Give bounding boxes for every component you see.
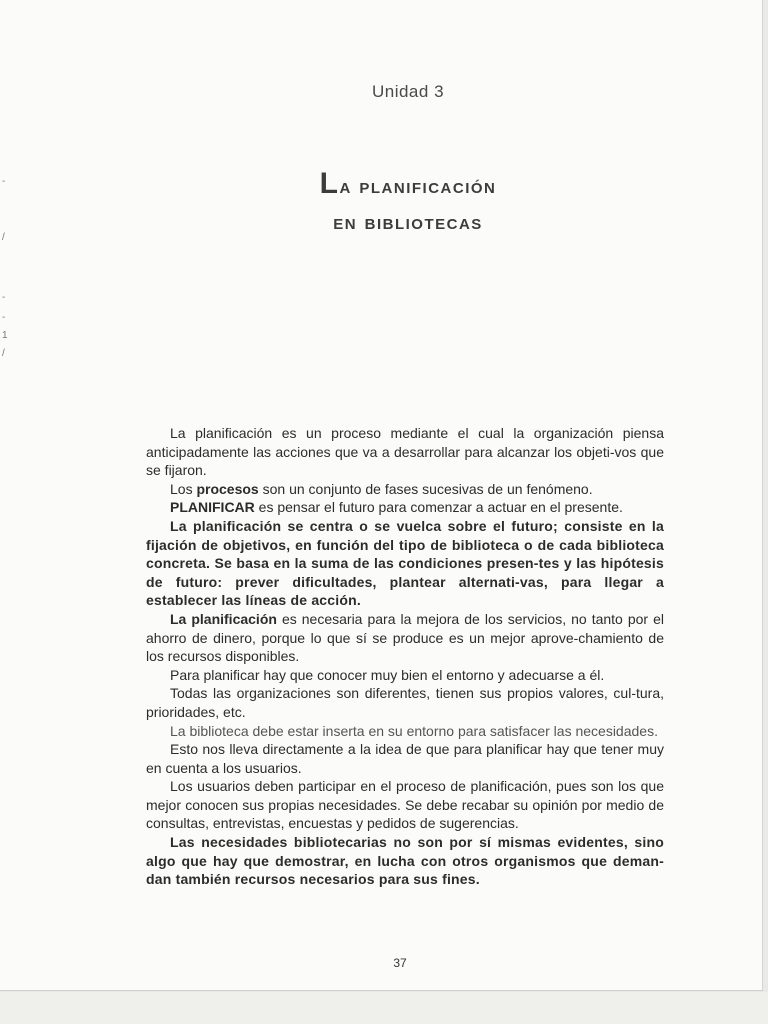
paragraph: La planificación es necesaria para la mejora de los servicios, no tanto por el ahorro de dinero, porque lo que sí se produce es un mejor aprove-chamiento de los recursos disponibles. [146, 610, 664, 665]
title-line-1-rest: a planificación [339, 173, 497, 198]
chapter-title [0, 166, 768, 240]
margin-mark: / [2, 348, 5, 359]
paragraph: Los usuarios deben participar en el proceso de planificación, pues son los que mejor conocen sus propias necesidades. Se debe recabar su opinión por medio de consultas, entrevistas, encuestas y pedidos de sugerencias. [146, 778, 664, 832]
chapter-title-line-2: en bibliotecas [333, 209, 483, 234]
paragraph: Los procesos son un conjunto de fases sucesivas de un fenómeno. [170, 480, 593, 497]
scan-bottom-edge [0, 992, 768, 1024]
margin-mark: 1 [2, 330, 8, 341]
paragraph: La planificación es un proceso mediante el cual la organización piensa anticipadamente las acciones que va a desarrollar para alcanzar los objeti-vos que se fijaron. [146, 425, 664, 479]
title-initial: L [319, 167, 340, 200]
paragraph: Todas las organizaciones son diferentes, tienen sus propios valores, cul-tura, prioridades, etc. [146, 685, 664, 720]
page-number: 37 [393, 956, 407, 970]
body-text [146, 424, 664, 889]
paragraph: La biblioteca debe estar inserta en su entorno para satisfacer las necesidades. [170, 722, 658, 739]
emphasis: La planificación [170, 610, 277, 627]
unit-label: Unidad 3 [371, 82, 445, 101]
margin-mark: - [2, 312, 6, 323]
emphasis: PLANIFICAR [170, 499, 255, 516]
margin-mark: - [2, 292, 6, 303]
margin-mark: / [2, 232, 5, 243]
margin-mark: - [2, 176, 6, 187]
paragraph: Esto nos lleva directamente a la idea de que para planificar hay que tener muy en cuenta a los usuarios. [146, 741, 664, 776]
paragraph-bold: Las necesidades bibliotecarias no son por sí mismas evidentes, sino algo que hay que demostrar, en lucha con otros organismos que deman-dan también recursos necesarios para sus fines. [146, 834, 664, 888]
emphasis: procesos [196, 480, 259, 497]
paragraph: PLANIFICAR es pensar el futuro para comenzar a actuar en el presente. [170, 499, 623, 516]
paragraph-bold: La planificación se centra o se vuelca sobre el futuro; consiste en la fijación de objetivos, en función del tipo de biblioteca o de cada biblioteca concreta. Se basa en la suma de las condiciones presen-tes y las hipótesis de futuro: prever dificultades, plantear alternati-vas, para llegar a establecer las líneas de acción. [146, 517, 664, 609]
paragraph: Para planificar hay que conocer muy bien el entorno y adecuarse a él. [170, 666, 605, 683]
chapter-title-line-1 [0, 166, 768, 204]
